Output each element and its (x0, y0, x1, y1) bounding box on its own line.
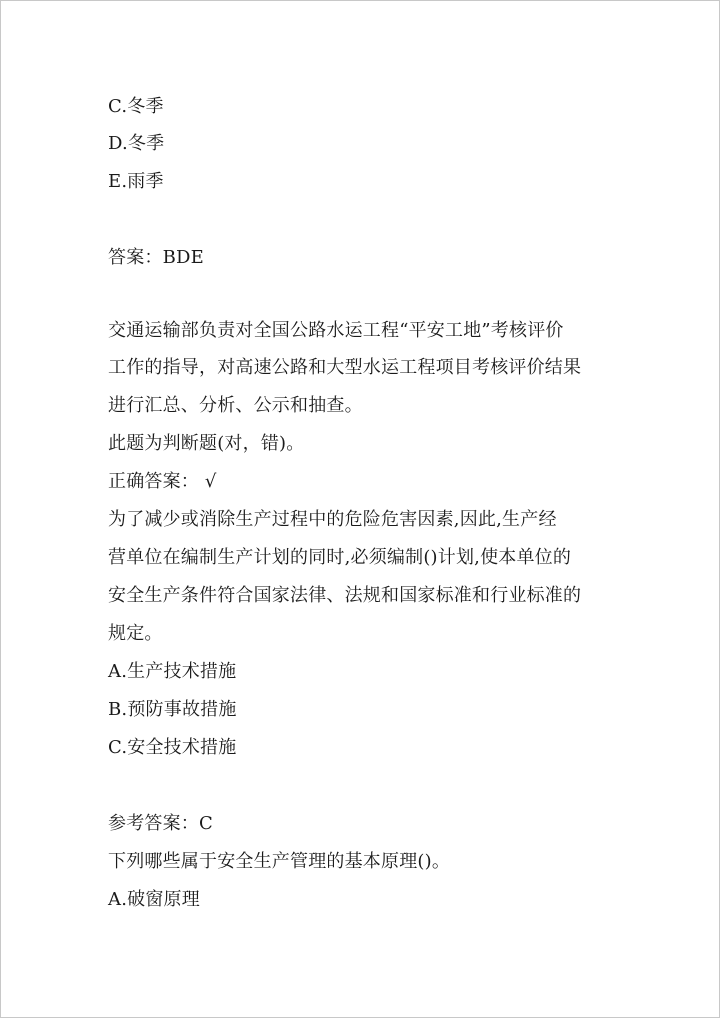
question-text-line: 工作的指导，对高速公路和大型水运工程项目考核评价结果 (108, 357, 582, 378)
option-c: C.冬季 (108, 96, 164, 117)
question-text-line: 下列哪些属于安全生产管理的基本原理()。 (108, 851, 451, 872)
option-a: A.破窗原理 (108, 889, 200, 910)
question-text-line: 营单位在编制生产计划的同时,必须编制()计划,使本单位的 (108, 547, 572, 568)
question-text-line: 安全生产条件符合国家法律、法规和国家标准和行业标准的 (108, 585, 582, 606)
question-text-line: 为了减少或消除生产过程中的危险危害因素,因此,生产经 (108, 509, 557, 530)
correct-answer: 正确答案： √ (108, 471, 217, 492)
question-type-note: 此题为判断题(对，错)。 (108, 433, 305, 454)
option-a: A.生产技术措施 (108, 661, 237, 682)
option-b: B.预防事故措施 (108, 699, 237, 720)
question-text-line: 交通运输部负责对全国公路水运工程“平安工地”考核评价 (108, 320, 564, 341)
question-text-line: 规定。 (108, 623, 163, 644)
option-d: D.冬季 (108, 133, 165, 154)
question-text-line: 进行汇总、分析、公示和抽查。 (108, 395, 363, 416)
option-e: E.雨季 (108, 171, 164, 192)
reference-answer: 参考答案：C (108, 813, 213, 834)
option-c: C.安全技术措施 (108, 737, 237, 758)
answer-line: 答案：BDE (108, 247, 204, 268)
